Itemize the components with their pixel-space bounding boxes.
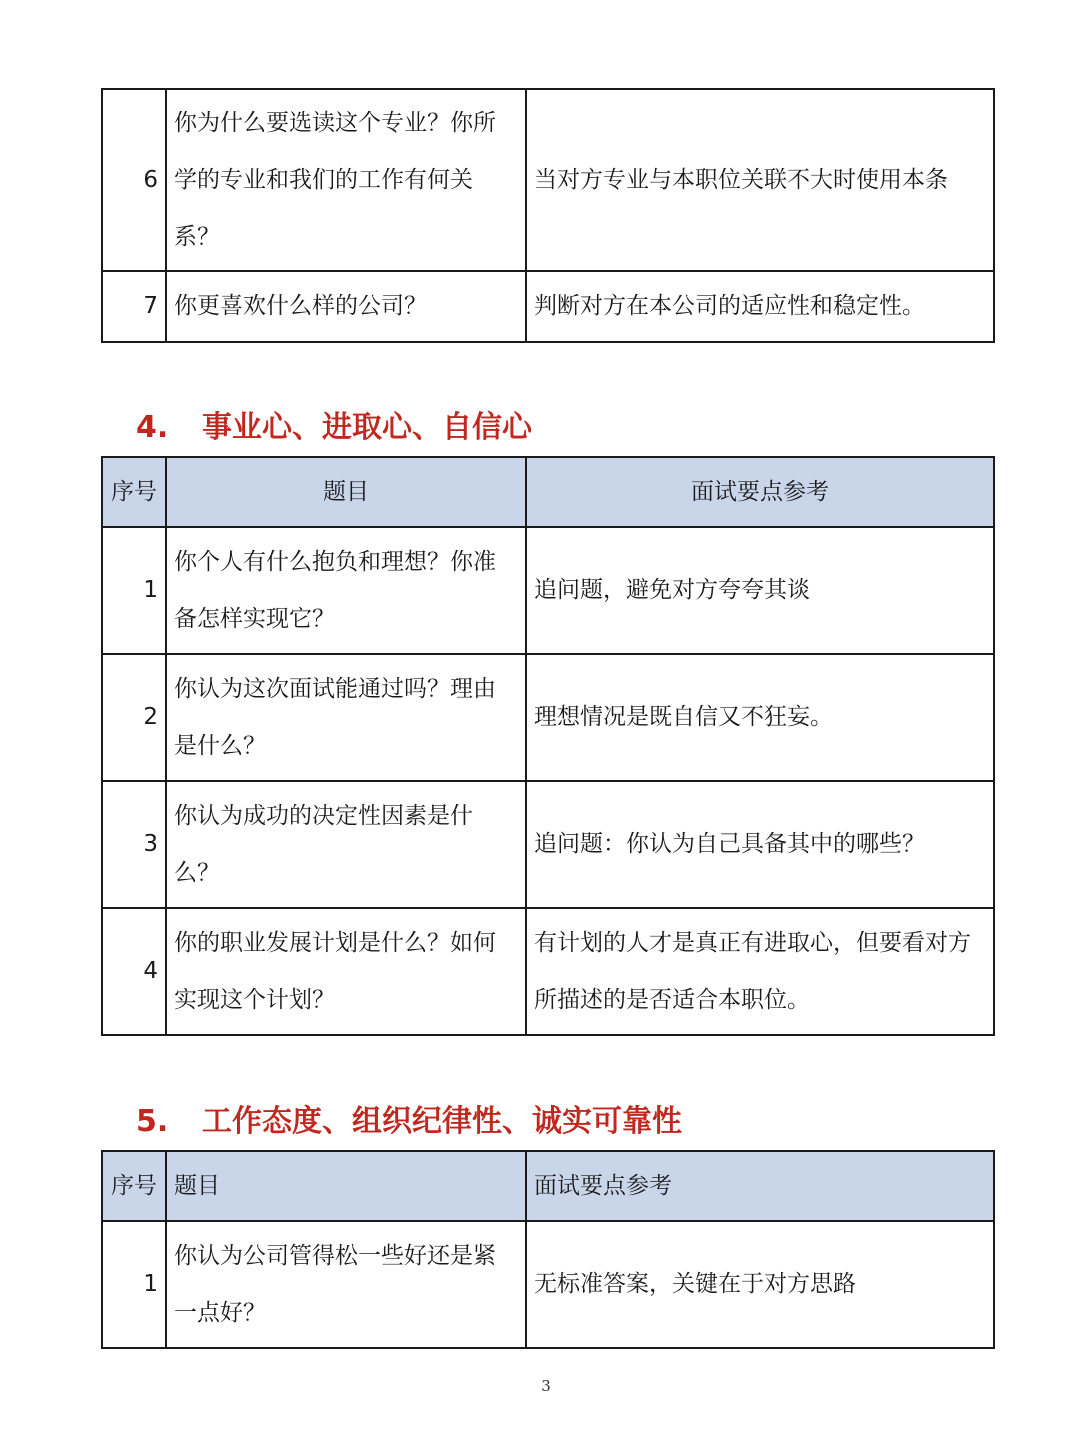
row-number: 1 — [102, 527, 166, 654]
questions-table-continued — [101, 88, 995, 343]
header-number: 序号 — [102, 457, 166, 527]
table-row — [102, 527, 994, 654]
row-number: 4 — [102, 908, 166, 1035]
header-question: 题目 — [166, 1151, 526, 1221]
page-number: 3 — [541, 1377, 551, 1395]
table-row — [102, 1221, 994, 1348]
section-5-table — [101, 1150, 995, 1349]
question-cell: 你为什么要选读这个专业？你所学的专业和我们的工作有何关系？ — [166, 89, 526, 271]
reference-cell: 追问题，避免对方夸夸其谈 — [526, 527, 994, 654]
question-cell: 你的职业发展计划是什么？如何实现这个计划？ — [166, 908, 526, 1035]
header-number: 序号 — [102, 1151, 166, 1221]
row-number: 7 — [102, 271, 166, 342]
question-cell: 你个人有什么抱负和理想？你准备怎样实现它？ — [166, 527, 526, 654]
header-reference: 面试要点参考 — [526, 1151, 994, 1221]
reference-cell: 当对方专业与本职位关联不大时使用本条 — [526, 89, 994, 271]
table-row — [102, 89, 994, 271]
section-5-heading — [136, 1102, 682, 1142]
section-title: 事业心、进取心、自信心 — [202, 410, 532, 445]
section-4-heading — [136, 408, 532, 448]
table-header-row — [102, 457, 994, 527]
header-reference: 面试要点参考 — [526, 457, 994, 527]
question-cell: 你认为这次面试能通过吗？理由是什么？ — [166, 654, 526, 781]
question-cell: 你认为公司管得松一些好还是紧一点好？ — [166, 1221, 526, 1348]
row-number: 6 — [102, 89, 166, 271]
reference-cell: 无标准答案，关键在于对方思路 — [526, 1221, 994, 1348]
row-number: 3 — [102, 781, 166, 908]
table-header-row — [102, 1151, 994, 1221]
table-row — [102, 654, 994, 781]
reference-cell: 追问题：你认为自己具备其中的哪些？ — [526, 781, 994, 908]
section-4-table — [101, 456, 995, 1036]
reference-cell: 判断对方在本公司的适应性和稳定性。 — [526, 271, 994, 342]
table-row — [102, 781, 994, 908]
table-row — [102, 908, 994, 1035]
section-number: 4. — [136, 410, 169, 445]
section-number: 5. — [136, 1104, 169, 1139]
question-cell: 你更喜欢什么样的公司？ — [166, 271, 526, 342]
section-title: 工作态度、组织纪律性、诚实可靠性 — [202, 1104, 682, 1139]
reference-cell: 理想情况是既自信又不狂妄。 — [526, 654, 994, 781]
row-number: 1 — [102, 1221, 166, 1348]
table-row — [102, 271, 994, 342]
reference-cell: 有计划的人才是真正有进取心，但要看对方所描述的是否适合本职位。 — [526, 908, 994, 1035]
row-number: 2 — [102, 654, 166, 781]
header-question: 题目 — [166, 457, 526, 527]
question-cell: 你认为成功的决定性因素是什么？ — [166, 781, 526, 908]
